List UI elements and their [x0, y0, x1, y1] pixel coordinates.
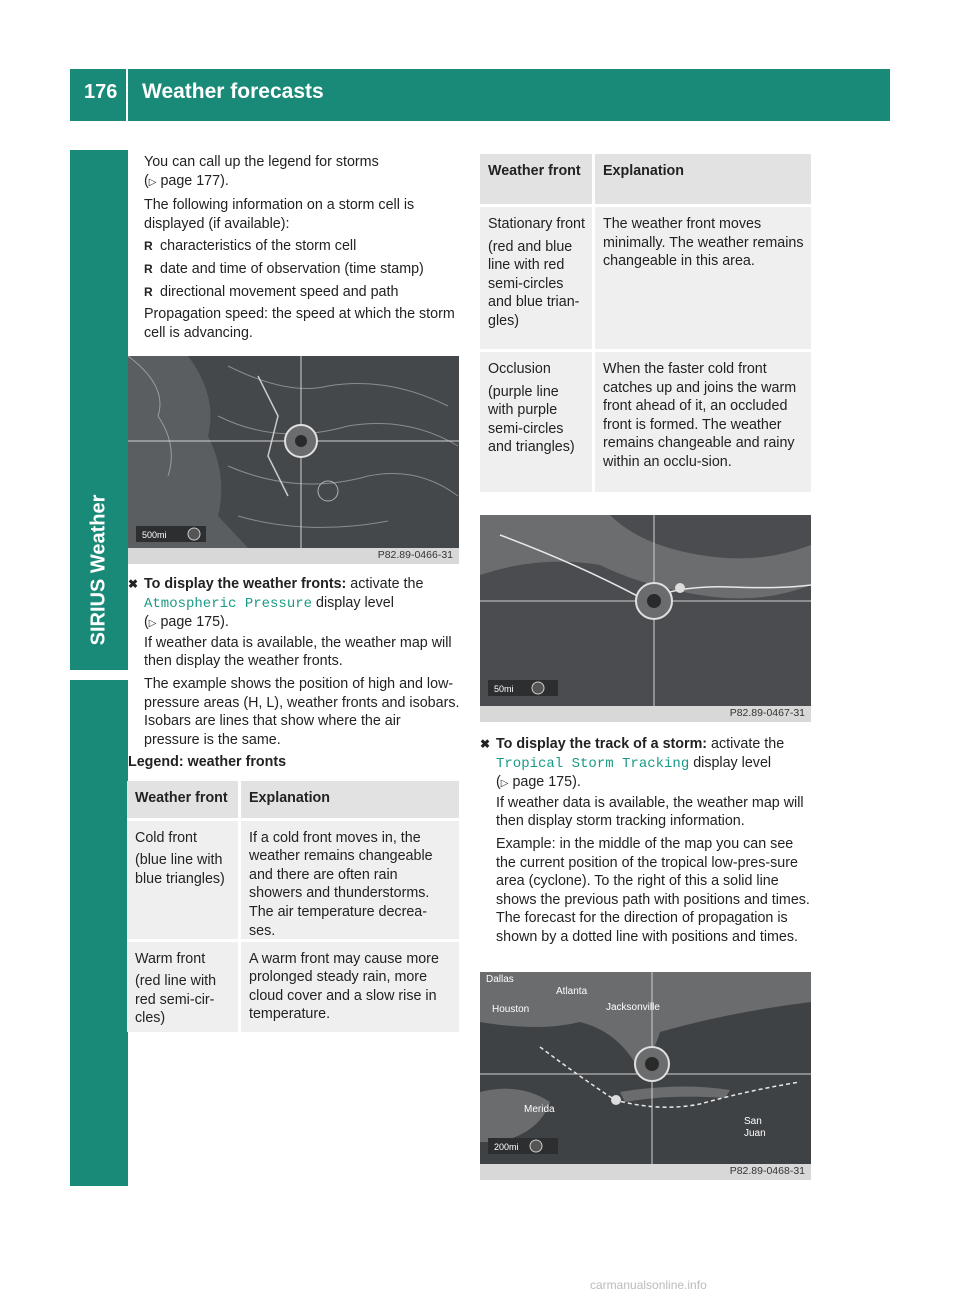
- table-header: Weather front: [480, 154, 595, 204]
- action-weather-fronts: ✖ To display the weather fronts: activate the Atmospheric Pressure display level (▷ page 175). If weather data is available, the weather map will then display the weather fronts. The example shows the position of high and low-pressure areas (H, L), weather fronts and isobars. Isobars are lines that show where the air pressure is the same. Legend: weather fronts: [128, 576, 460, 771]
- intro-text: You can call up the legend for storms (▷ page 177). The following information on a storm cell is displayed (if available): R characteristics of the storm cell R date and time of observation (time stamp) R directional movement speed and path Propagation speed: the speed at which the storm cell is advancing.: [144, 153, 460, 346]
- table-header: Explanation: [595, 154, 811, 204]
- table-row: Cold front (blue line with blue triangles) If a cold front moves in, the weather remains changeable and there are often rain showers and thunderstorms. The air temperature decrea-ses.: [127, 821, 459, 939]
- map-scale: 50mi: [494, 684, 514, 694]
- intro-legend: You can call up the legend for storms: [144, 154, 379, 170]
- display-level-link[interactable]: Tropical Storm Tracking: [496, 755, 690, 772]
- intro-info: The following information on a storm cell is displayed (if available):: [144, 197, 415, 232]
- action-example: Example: in the middle of the map you can see the current position of the tropical low-pres-sure area (cyclone). To the right of this a solid line shows the previous path with positions and times. The forecast for the direction of propagation is shown by a dotted line with positions and times.: [496, 835, 810, 945]
- image-code: P82.89-0466-31: [377, 549, 453, 561]
- page-header: [70, 69, 890, 121]
- header-divider: [126, 69, 128, 121]
- intro-ref: page 177).: [160, 172, 229, 189]
- section-label: SIRIUS Weather: [87, 494, 110, 646]
- legend-table-continued: [480, 154, 811, 492]
- page-number: 176: [84, 81, 118, 103]
- table-row: Occlusion (purple line with purple semi-circles and triangles) When the faster cold front catches up and joins the warm front ahead of it, an occluded front is formed. The weather remains changeable and rainy within an occlu-sion.: [480, 352, 811, 492]
- table-header: Explanation: [241, 781, 459, 818]
- section-sidebar: [70, 150, 128, 1186]
- propagation-text: Propagation speed: the speed at which the storm cell is advancing.: [144, 306, 455, 341]
- page-ref-icon: ▷: [148, 618, 157, 630]
- action-example: The example shows the position of high and low-pressure areas (H, L), weather fronts and isobars. Isobars are lines that show where the air pressure is the same.: [144, 675, 460, 748]
- table-header: Weather front: [127, 781, 241, 818]
- legend-table: [127, 781, 459, 1032]
- list-item: R directional movement speed and path: [144, 283, 460, 302]
- list-item: R date and time of observation (time stamp): [144, 260, 460, 279]
- page-ref-icon: ▷: [148, 176, 157, 188]
- action-title: To display the track of a storm:: [496, 736, 708, 752]
- legend-heading: Legend: weather fronts: [128, 754, 287, 771]
- map-label: Jacksonville: [606, 1002, 660, 1013]
- page-ref-icon: ▷: [500, 778, 509, 790]
- image-code: P82.89-0468-31: [729, 1165, 805, 1177]
- action-arrow-icon: ✖: [128, 577, 139, 591]
- action-text: If weather data is available, the weather map will then display the weather fronts.: [144, 634, 452, 670]
- display-level-link[interactable]: Atmospheric Pressure: [144, 595, 313, 612]
- list-item: R characteristics of the storm cell: [144, 237, 460, 256]
- action-text: If weather data is available, the weather map will then display storm tracking information.: [496, 794, 804, 830]
- map-label: Juan: [744, 1128, 766, 1139]
- map-scale: 200mi: [494, 1142, 519, 1152]
- table-row: Stationary front (red and blue line with red semi-circles and blue trian-gles) The weather front moves minimally. The weather remains changeable in this area.: [480, 207, 811, 349]
- map-label: San: [744, 1116, 762, 1127]
- action-arrow-icon: ✖: [480, 737, 491, 751]
- map-label: Dallas: [486, 974, 514, 985]
- weather-map-image: [128, 356, 459, 564]
- map-label: Merida: [524, 1104, 555, 1115]
- map-label: Houston: [492, 1004, 530, 1015]
- image-code: P82.89-0467-31: [729, 707, 805, 719]
- page-title: Weather forecasts: [142, 80, 324, 103]
- action-title: To display the weather fronts:: [144, 576, 347, 592]
- map-scale: 500mi: [142, 530, 167, 540]
- table-row: Warm front (red line with red semi-cir-cles) A warm front may cause more prolonged steady rain, more cloud cover and a slow rise in temperature.: [127, 942, 459, 1032]
- map-label: Atlanta: [556, 986, 588, 997]
- storm-map-image: [480, 515, 811, 722]
- watermark: carmanualsonline.info: [590, 1278, 707, 1292]
- storm-track-map-image: [480, 972, 811, 1180]
- action-storm-track: ✖ To display the track of a storm: activate the Tropical Storm Tracking display level (▷ page 175). If weather data is available, the weather map will then display storm tracking information. Example: in the middle of the map you can see the current position of the tropical low-pres-sure area (cyclone). To the right of this a solid line shows the previous path with positions and times. The forecast for the direction of propagation is shown by a dotted line with positions and times.: [480, 735, 812, 951]
